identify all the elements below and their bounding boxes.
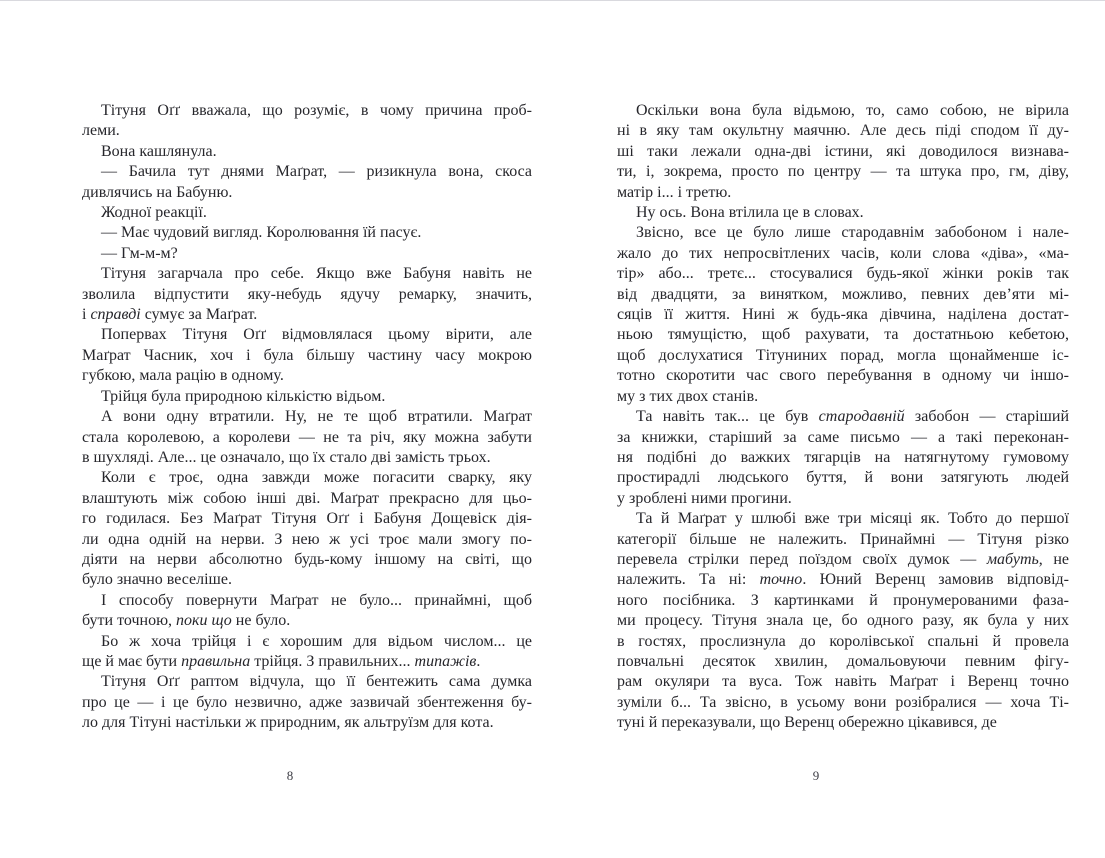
paragraph	[82, 325, 532, 386]
text-line: Звісно, все це було лише стародавнім забобоном і нале-	[636, 224, 1069, 242]
paragraph	[82, 632, 532, 673]
text-line: жало до тих непросвітлених часів, коли слова «діва», «ма-	[617, 244, 1069, 262]
page-number-right: 9	[812, 768, 820, 783]
text-line: стала королевою, а королеви — не та річ, яку можна забути	[82, 428, 532, 446]
paragraph	[82, 162, 532, 203]
paragraph	[82, 203, 532, 223]
text-line: зволила відпустити яку-небудь ядучу ремарку, значить,	[82, 285, 532, 303]
text-line: Оскільки вона була відьмою, то, само собою, не вірила	[636, 102, 1069, 119]
text-line: губкою, мала рацію в одному.	[82, 367, 284, 385]
text-line: — Гм-м-м?	[101, 244, 178, 262]
text-line: перевела стрілки перед поїздом своїх думок — мабуть, не	[617, 550, 1069, 568]
text-line: Та й Маґрат у шлюбі вже три місяці як. Тобто до першої	[636, 510, 1069, 528]
paragraph	[617, 203, 1069, 223]
text-line: Коли є троє, одна завжди може погасити сварку, яку	[101, 469, 532, 487]
text-line: ли одна одній на нерви. З нею ж усі троє мали змогу по-	[82, 530, 532, 548]
text-line: ти, і, зокрема, просто по центру — та штука про, гм, діву,	[617, 163, 1069, 181]
text-line: Трійця була природною кількістю відьом.	[101, 387, 386, 405]
text-line: Бо ж хоча трійця і є хорошим для відьом числом... це	[101, 632, 532, 650]
text-line: щоб дослухатися Тітуниних порад, могла щонайменше іс-	[617, 346, 1069, 364]
text-line: і справді сумує за Маґрат.	[82, 306, 258, 324]
text-line: — Бачила тут днями Маґрат, — ризикнула вона, скоса	[101, 163, 532, 181]
text-line: ньою тямущістю, щоб рахувати, та достатньою кебетою,	[617, 326, 1069, 344]
text-line: бути точною, поки що не було.	[82, 612, 291, 630]
paragraph	[617, 407, 1069, 509]
paragraph	[617, 223, 1069, 407]
text-line: ло для Тітуні настільки ж природним, як альтруїзм для кота.	[82, 714, 494, 732]
text-line: туні й переказували, що Веренц обережно цікавився, де	[617, 714, 997, 732]
text-line: ми процесу. Тітуня знала це, бо одного разу, як була у них	[617, 612, 1069, 630]
text-line: му з тих двох станів.	[617, 387, 759, 405]
text-line: рам окуляри та вуса. Тож навіть Маґрат і Веренц точно	[617, 673, 1069, 691]
paragraph	[82, 101, 532, 142]
text-line: за книжки, старіший за саме письмо — а такі переконан-	[617, 428, 1069, 446]
text-line: було значно веселіше.	[82, 571, 232, 589]
paragraph	[82, 244, 532, 264]
text-line: ші таки лежали одна-дві істини, які доводилося визнава-	[617, 142, 1069, 160]
page-right-text	[617, 101, 1069, 734]
text-line: го годилася. Без Маґрат Тітуня Оґґ і Бабуня Дощевіск дія-	[82, 510, 532, 528]
text-line: Жодної реакції.	[101, 204, 207, 222]
text-line: ного посібника. З картинками й пронумерованими фаза-	[617, 591, 1069, 609]
text-line: ні в яку там окультну маячню. Але десь піді сподом її ду-	[617, 122, 1069, 140]
page-right	[552, 0, 1105, 858]
text-line: від двадцяти, за винятком, можливо, певних дев’яти мі-	[617, 285, 1069, 303]
text-line: Попервах Тітуня Оґґ відмовлялася цьому вірити, але	[101, 326, 532, 344]
text-line: ще й має бути правильна трійця. З правильних... типажів.	[82, 652, 481, 670]
text-line: зуміли б... Та звісно, в усьому вони розібралися — хоча Ті-	[617, 693, 1069, 711]
paragraph	[82, 591, 532, 632]
text-line: простирадлі людського буття, й вони затягують людей	[617, 469, 1069, 487]
page-left	[0, 0, 552, 858]
paragraph	[82, 407, 532, 468]
text-line: Ну ось. Вона втілила це в словах.	[636, 204, 864, 222]
text-line: влаштують між собою інші дві. Маґрат прекрасно для цьо-	[82, 489, 532, 507]
text-line: Тітуня Оґґ раптом відчула, що її бентежить сама думка	[101, 673, 532, 691]
text-line: Тітуня Оґґ вважала, що розуміє, в чому причина проб-	[101, 102, 532, 119]
text-line: А вони одну втратили. Ну, не те щоб втратили. Маґрат	[101, 408, 532, 426]
text-line: дивлячись на Бабуню.	[82, 183, 233, 201]
text-line: в шухляді. Але... це означало, що їх стало дві замість трьох.	[82, 448, 491, 466]
paragraph	[82, 142, 532, 162]
text-line: сяців її життя. Нині ж будь-яка дівчина, наділена достат-	[617, 306, 1069, 324]
text-line: в гостях, прослизнула до королівської спальні й провела	[617, 632, 1069, 650]
text-line: — Має чудовий вигляд. Королювання їй пасує.	[101, 224, 422, 242]
text-line: Та навіть так... це був стародавній забобон — старіший	[636, 408, 1069, 426]
page-left-text	[82, 101, 532, 734]
paragraph	[82, 223, 532, 243]
text-line: Вона кашлянула.	[101, 142, 217, 160]
text-line: леми.	[82, 122, 120, 140]
text-line: належить. Та ні: точно. Юний Веренц замовив відповід-	[617, 571, 1069, 589]
paragraph	[617, 509, 1069, 733]
paragraph	[617, 101, 1069, 203]
text-line: Маґрат Часник, хоч і була більшу частину часу мокрою	[82, 346, 532, 364]
text-line: про це — і це було незвично, адже зазвичай збентеження бу-	[82, 693, 532, 711]
text-line: повчальні десяток хвилин, домальовуючи певним фігу-	[617, 652, 1069, 670]
text-line: ня подібні до важких тягарців на натягнутому гумовому	[617, 448, 1069, 466]
text-line: Тітуня загарчала про себе. Якщо вже Бабуня навіть не	[101, 265, 532, 283]
text-line: у зроблені ними прогини.	[617, 489, 792, 507]
paragraph	[82, 264, 532, 325]
paragraph	[82, 468, 532, 590]
text-line: тотно скоротити час свого перебування в одному чи іншо-	[617, 367, 1069, 385]
page-number-left: 8	[286, 768, 294, 783]
text-line: матір і... і третю.	[617, 183, 732, 201]
paragraph	[82, 672, 532, 733]
text-line: тір» або... третє... стосувалися будь-якої жінки років так	[617, 265, 1069, 283]
paragraph	[82, 387, 532, 407]
text-line: категорії більше не належить. Принаймні — Тітуня різко	[617, 530, 1069, 548]
text-line: діяти на нерви абсолютно будь-кому іншому на світі, що	[82, 550, 532, 568]
text-line: І способу повернути Маґрат не було... принаймні, щоб	[101, 591, 532, 609]
